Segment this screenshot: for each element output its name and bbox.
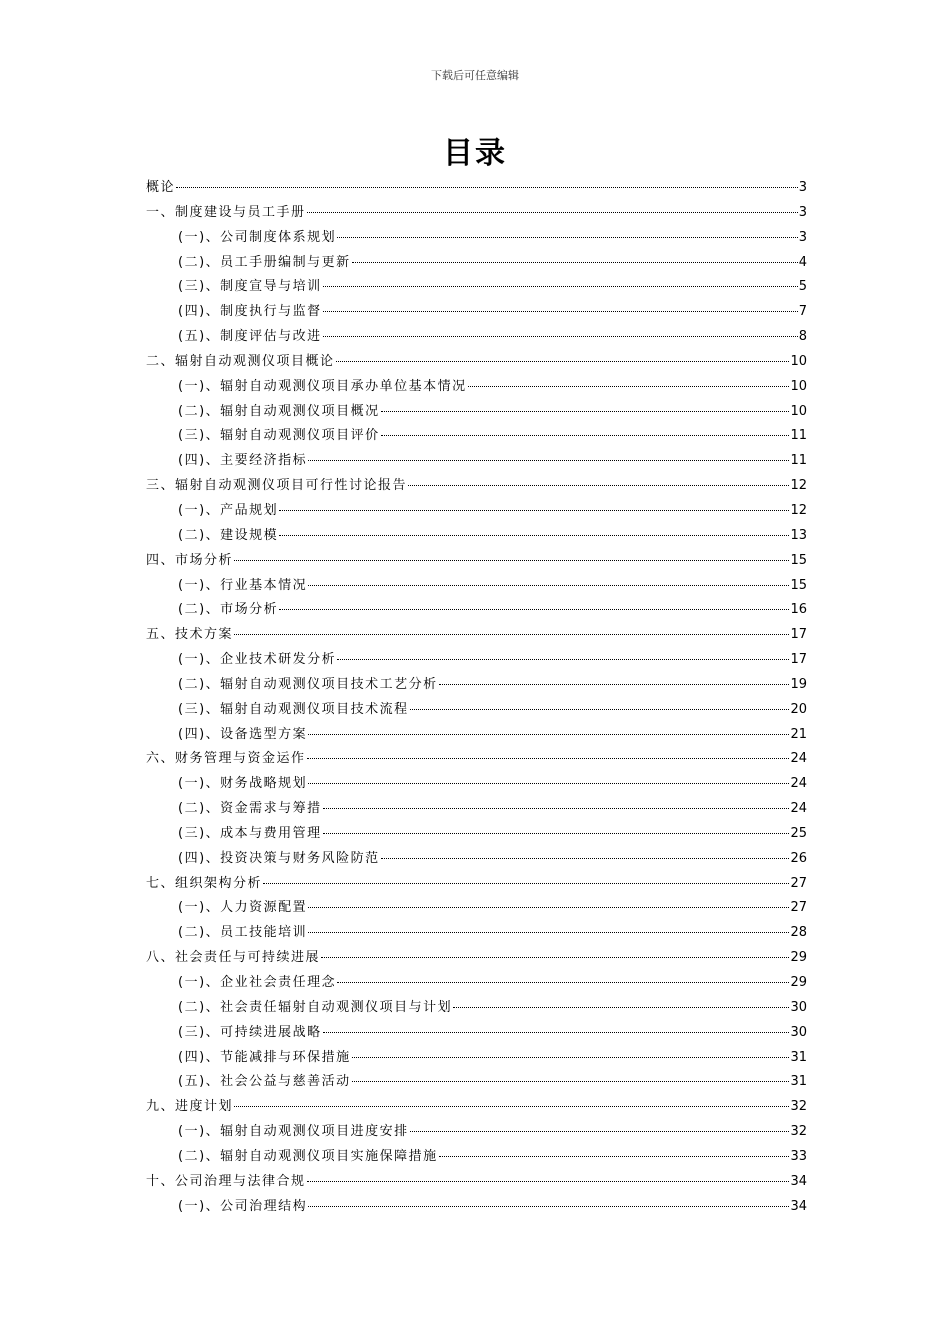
- toc-leader-dots: [279, 534, 789, 536]
- toc-entry[interactable]: [146, 424, 807, 449]
- toc-entry-title: (二)、员工手册编制与更新: [178, 254, 351, 270]
- table-of-contents: [146, 176, 807, 1219]
- toc-leader-dots: [337, 658, 789, 660]
- toc-entry-page: 19: [790, 676, 807, 692]
- toc-entry[interactable]: [146, 1046, 807, 1071]
- toc-leader-dots: [321, 956, 789, 958]
- toc-entry-title: (一)、公司制度体系规划: [178, 229, 337, 245]
- toc-entry-title: (一)、辐射自动观测仪项目进度安排: [178, 1124, 409, 1140]
- toc-entry-title: (四)、投资决策与财务风险防范: [178, 850, 380, 866]
- toc-entry-title: (三)、辐射自动观测仪项目技术流程: [178, 701, 409, 717]
- toc-leader-dots: [323, 310, 798, 312]
- toc-entry-page: 3: [798, 204, 807, 220]
- toc-entry-page: 30: [790, 1024, 807, 1040]
- toc-leader-dots: [336, 360, 790, 362]
- toc-entry-title: (二)、建设规模: [178, 527, 279, 543]
- toc-leader-dots: [468, 385, 790, 387]
- toc-entry[interactable]: [146, 1170, 807, 1195]
- toc-entry-page: 29: [790, 975, 807, 990]
- toc-entry-title: (四)、主要经济指标: [178, 453, 308, 469]
- toc-leader-dots: [263, 882, 789, 884]
- toc-entry-page: 27: [790, 875, 807, 891]
- toc-leader-dots: [308, 782, 789, 784]
- toc-entry-title: (四)、节能减排与环保措施: [178, 1049, 351, 1065]
- toc-leader-dots: [308, 906, 789, 908]
- toc-entry-title: (三)、成本与费用管理: [178, 825, 322, 841]
- toc-entry-page: 24: [790, 801, 807, 817]
- toc-entry[interactable]: [146, 797, 807, 822]
- toc-entry[interactable]: [146, 896, 807, 921]
- page-header: 下载后可任意编辑: [431, 69, 519, 82]
- toc-entry-title: 十、公司治理与法律合规: [146, 1173, 306, 1189]
- toc-leader-dots: [176, 186, 798, 188]
- toc-entry-title: (三)、可持续进展战略: [178, 1024, 322, 1040]
- toc-entry[interactable]: [146, 300, 807, 325]
- toc-entry-title: (二)、资金需求与筹措: [178, 801, 322, 817]
- toc-entry[interactable]: [146, 921, 807, 946]
- toc-leader-dots: [234, 1105, 789, 1107]
- toc-leader-dots: [308, 931, 789, 933]
- toc-entry[interactable]: [146, 375, 807, 400]
- toc-entry-page: 34: [790, 1173, 807, 1189]
- toc-entry[interactable]: [146, 1145, 807, 1170]
- toc-entry-page: 32: [790, 1099, 807, 1115]
- toc-leader-dots: [323, 1031, 790, 1033]
- toc-entry[interactable]: [146, 524, 807, 549]
- toc-entry[interactable]: [146, 325, 807, 350]
- toc-leader-dots: [439, 683, 790, 685]
- toc-entry[interactable]: [146, 1095, 807, 1120]
- toc-entry[interactable]: [146, 598, 807, 623]
- toc-entry[interactable]: [146, 747, 807, 772]
- toc-entry-page: 30: [790, 999, 807, 1015]
- toc-leader-dots: [337, 981, 789, 983]
- toc-leader-dots: [308, 584, 789, 586]
- toc-entry[interactable]: [146, 400, 807, 425]
- toc-entry[interactable]: [146, 698, 807, 723]
- toc-entry-page: 4: [798, 254, 807, 270]
- toc-leader-dots: [307, 1180, 790, 1182]
- toc-entry-page: 8: [798, 329, 807, 345]
- toc-entry-page: 34: [790, 1198, 807, 1214]
- toc-entry[interactable]: [146, 648, 807, 673]
- toc-entry-page: 27: [790, 900, 807, 916]
- toc-leader-dots: [323, 807, 790, 809]
- toc-leader-dots: [410, 708, 790, 710]
- toc-leader-dots: [337, 236, 798, 238]
- toc-leader-dots: [308, 459, 789, 461]
- toc-entry[interactable]: [146, 1120, 807, 1145]
- toc-leader-dots: [453, 1006, 789, 1008]
- toc-entry-page: 7: [798, 304, 807, 320]
- toc-entry-page: 11: [790, 428, 807, 444]
- toc-leader-dots: [408, 484, 789, 486]
- toc-entry[interactable]: [146, 673, 807, 698]
- toc-entry-title: (一)、人力资源配置: [178, 900, 308, 916]
- toc-entry-title: (一)、公司治理结构: [178, 1198, 308, 1214]
- toc-entry[interactable]: [146, 1195, 807, 1220]
- toc-leader-dots: [381, 857, 790, 859]
- toc-entry-page: 31: [790, 1049, 807, 1065]
- toc-entry[interactable]: [146, 723, 807, 748]
- toc-leader-dots: [381, 434, 790, 436]
- toc-entry-page: 31: [790, 1074, 807, 1090]
- toc-entry[interactable]: [146, 201, 807, 226]
- toc-leader-dots: [323, 832, 790, 834]
- toc-entry-page: 17: [790, 627, 807, 643]
- toc-entry-page: 3: [798, 180, 807, 195]
- toc-entry-page: 20: [790, 701, 807, 717]
- toc-entry[interactable]: [146, 226, 807, 251]
- toc-entry-title: (一)、行业基本情况: [178, 577, 308, 593]
- toc-entry[interactable]: [146, 971, 807, 996]
- toc-entry[interactable]: [146, 872, 807, 897]
- toc-leader-dots: [279, 509, 789, 511]
- toc-entry[interactable]: [146, 1021, 807, 1046]
- toc-entry-page: 15: [790, 577, 807, 593]
- toc-entry[interactable]: [146, 549, 807, 574]
- toc-entry-page: 10: [790, 403, 807, 419]
- toc-entry[interactable]: [146, 1070, 807, 1095]
- toc-entry-page: 33: [790, 1148, 807, 1164]
- toc-leader-dots: [279, 608, 789, 610]
- toc-entry-page: 16: [790, 602, 807, 618]
- toc-leader-dots: [352, 1080, 790, 1082]
- toc-entry-title: (四)、设备选型方案: [178, 726, 308, 742]
- toc-leader-dots: [323, 285, 798, 287]
- toc-entry-page: 17: [790, 652, 807, 668]
- toc-entry[interactable]: [146, 946, 807, 971]
- toc-entry-page: 24: [790, 776, 807, 792]
- toc-entry-title: (二)、市场分析: [178, 602, 279, 618]
- toc-entry-title: (三)、制度宣导与培训: [178, 279, 322, 295]
- toc-entry[interactable]: [146, 499, 807, 524]
- toc-entry[interactable]: [146, 847, 807, 872]
- toc-entry[interactable]: [146, 474, 807, 499]
- toc-leader-dots: [307, 211, 798, 213]
- toc-entry-page: 24: [790, 751, 807, 767]
- toc-entry-page: 12: [790, 478, 807, 494]
- toc-entry[interactable]: [146, 275, 807, 300]
- toc-leader-dots: [352, 1056, 790, 1058]
- toc-leader-dots: [352, 261, 798, 263]
- toc-entry-page: 5: [798, 279, 807, 295]
- toc-entry-title: (二)、辐射自动观测仪项目技术工艺分析: [178, 676, 438, 692]
- toc-entry-title: 九、进度计划: [146, 1099, 234, 1115]
- toc-entry-page: 12: [790, 502, 807, 518]
- toc-entry-title: 七、组织架构分析: [146, 875, 263, 891]
- toc-leader-dots: [234, 633, 789, 635]
- toc-entry-title: (三)、辐射自动观测仪项目评价: [178, 428, 380, 444]
- toc-leader-dots: [410, 1130, 790, 1132]
- toc-entry-title: 三、辐射自动观测仪项目可行性讨论报告: [146, 478, 408, 494]
- toc-entry[interactable]: [146, 623, 807, 648]
- toc-entry-title: 一、制度建设与员工手册: [146, 204, 306, 220]
- toc-entry-title: 八、社会责任与可持续进展: [146, 950, 321, 966]
- toc-leader-dots: [381, 410, 790, 412]
- toc-entry-page: 21: [790, 726, 807, 742]
- toc-entry-page: 28: [790, 925, 807, 941]
- toc-entry-title: (一)、财务战略规划: [178, 776, 308, 792]
- toc-entry[interactable]: [146, 176, 807, 201]
- toc-entry-title: (一)、辐射自动观测仪项目承办单位基本情况: [178, 378, 467, 394]
- page-title: 目录: [443, 136, 507, 171]
- toc-entry-page: 15: [790, 552, 807, 568]
- toc-entry[interactable]: [146, 822, 807, 847]
- toc-entry-page: 13: [790, 527, 807, 543]
- toc-entry-title: (二)、辐射自动观测仪项目实施保障措施: [178, 1148, 438, 1164]
- toc-entry-title: (一)、企业社会责任理念: [178, 975, 337, 990]
- toc-entry-page: 32: [790, 1124, 807, 1140]
- toc-entry-title: (一)、产品规划: [178, 502, 279, 518]
- toc-entry-title: (二)、社会责任辐射自动观测仪项目与计划: [178, 999, 453, 1015]
- toc-entry-title: (五)、制度评估与改进: [178, 329, 322, 345]
- toc-entry-title: (二)、辐射自动观测仪项目概况: [178, 403, 380, 419]
- toc-entry-title: (一)、企业技术研发分析: [178, 652, 337, 668]
- toc-entry-title: 四、市场分析: [146, 552, 234, 568]
- toc-entry-page: 10: [790, 353, 807, 369]
- toc-entry-title: 五、技术方案: [146, 627, 234, 643]
- toc-entry[interactable]: [146, 996, 807, 1021]
- toc-leader-dots: [234, 559, 789, 561]
- toc-entry-page: 26: [790, 850, 807, 866]
- toc-entry-page: 29: [790, 950, 807, 966]
- toc-entry-title: 概论: [146, 180, 176, 195]
- toc-entry[interactable]: [146, 449, 807, 474]
- toc-entry-title: 二、辐射自动观测仪项目概论: [146, 353, 335, 369]
- toc-entry-title: (四)、制度执行与监督: [178, 304, 322, 320]
- toc-leader-dots: [308, 733, 789, 735]
- toc-entry-page: 10: [790, 378, 807, 394]
- toc-leader-dots: [323, 335, 798, 337]
- toc-entry-page: 25: [790, 825, 807, 841]
- toc-entry-title: (五)、社会公益与慈善活动: [178, 1074, 351, 1090]
- toc-entry[interactable]: [146, 350, 807, 375]
- toc-entry[interactable]: [146, 251, 807, 276]
- toc-leader-dots: [307, 757, 790, 759]
- toc-entry-title: 六、财务管理与资金运作: [146, 751, 306, 767]
- toc-entry-page: 11: [790, 453, 807, 469]
- toc-entry[interactable]: [146, 574, 807, 599]
- toc-entry-title: (二)、员工技能培训: [178, 925, 308, 941]
- toc-entry[interactable]: [146, 772, 807, 797]
- toc-entry-page: 3: [798, 229, 807, 245]
- toc-leader-dots: [439, 1155, 790, 1157]
- toc-leader-dots: [308, 1205, 789, 1207]
